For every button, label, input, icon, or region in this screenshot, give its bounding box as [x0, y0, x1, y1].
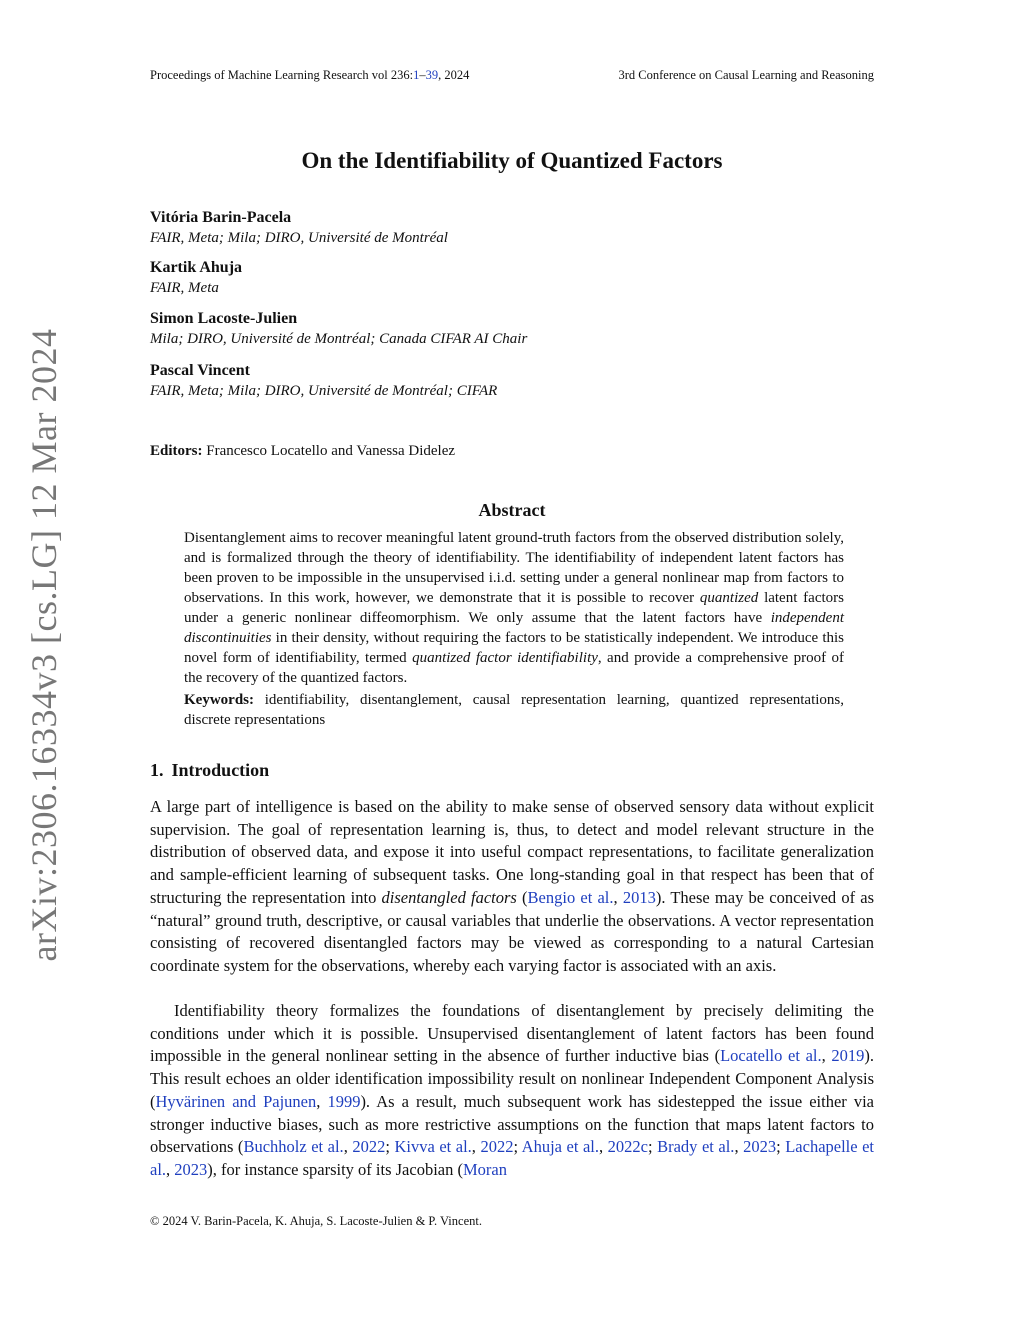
section-title: Introduction [171, 760, 270, 780]
citation-year-link[interactable]: 1999 [327, 1091, 361, 1111]
editors-line [150, 443, 455, 460]
citation-link[interactable]: Bengio et al. [527, 887, 614, 907]
citation-year-link[interactable]: 2023 [174, 1159, 208, 1179]
editors-names: Francesco Locatello and Vanessa Didelez [206, 443, 456, 459]
running-header-right: 3rd Conference on Causal Learning and Reasoning [618, 68, 874, 82]
keywords-text: identifiability, disentanglement, causal representation learning, quantized representations, discrete representations [184, 692, 844, 728]
running-header-left: Proceedings of Machine Learning Research vol 236:1–39, 2024 [150, 68, 470, 82]
citation-link[interactable]: Moran [462, 1159, 507, 1179]
author-block [150, 360, 497, 401]
author-name: Vitória Barin-Pacela [150, 209, 292, 226]
citation-year-link[interactable]: 2023 [743, 1137, 777, 1157]
paper-title: On the Identifiability of Quantized Factors [301, 148, 723, 173]
section-number: 1. [150, 760, 164, 780]
author-name: Simon Lacoste-Julien [150, 310, 298, 327]
pages-start-link[interactable]: 1 [413, 68, 420, 82]
intro-paragraph: Identifiability theory formalizes the foundations of disentanglement by precisely delimiting the conditions under which it is possible. Unsupervised disentanglement of latent factors has been found impossible in the general nonlinear setting in the absence of further inductive bias (Locatello et al., 2019). This result echoes an older identification impossibility result on nonlinear Independent Component Analysis (Hyvärinen and Pajunen, 1999). As a result, much subsequent work has sidestepped the issue either via stronger inductive biases, such as more restrictive assumptions on the function that maps latent factors to observations (Buchholz et al., 2022; Kivva et al., 2022; Ahuja et al., 2022c; Brady et al., 2023; Lachapelle et al., 2023), for instance sparsity of its Jacobian (Moran [150, 1001, 875, 1179]
editors-label: Editors: [150, 443, 203, 459]
copyright-footer: © 2024 V. Barin-Pacela, K. Ahuja, S. Lacoste-Julien & P. Vincent. [150, 1214, 482, 1228]
pages-end-link[interactable]: 39 [425, 68, 439, 82]
citation-year-link[interactable]: 2013 [622, 887, 656, 907]
abstract-heading: Abstract [478, 500, 546, 520]
intro-paragraph: A large part of intelligence is based on the ability to make sense of observed sensory data without explicit supervision. The goal of representation learning is, thus, to detect and model relevant structure in the distribution of observed data, and expose it into useful compact representations, to facilitate generalization and sample-efficient learning of subsequent tasks. One long-standing goal in that respect has been that of structuring the representation into disentangled factors (Bengio et al., 2013). These may be conceived of as “natural” ground truth, descriptive, or causal variables that underlie the observations. A vector representation consisting of recovered disentangled factors may be viewed as corresponding to a natural Cartesian coordinate system for the observations, whereby each varying factor is associated with an axis. [150, 797, 875, 975]
abstract-text: Disentanglement aims to recover meaningful latent ground-truth factors from the observed distribution solely, and is formalized through the theory of identifiability. The identifiability of independent latent factors has been proven to be impossible in the unsupervised i.i.d. setting under a general nonlinear map from factors to observations. In this work, however, we demonstrate that it is possible to recover quantized latent factors under a generic nonlinear diffeomorphism. We only assume that the latent factors have independent discontinuities in their density, without requiring the factors to be statistically independent. We introduce this novel form of identifiability, termed quantized factor identifiability, and provide a comprehensive proof of the recovery of the quantized factors. [184, 530, 844, 686]
author-affiliation: FAIR, Meta [150, 280, 219, 296]
citation-link[interactable]: Locatello et al. [720, 1046, 822, 1066]
citation-year-link[interactable]: 2022 [352, 1137, 386, 1157]
author-block [150, 257, 242, 298]
keywords-label: Keywords: [184, 692, 254, 708]
author-affiliation: FAIR, Meta; Mila; DIRO, Université de Montréal [150, 230, 448, 246]
citation-year-link[interactable]: 2022 [480, 1137, 514, 1157]
citation-link[interactable]: Hyvärinen and Pajunen [155, 1091, 317, 1111]
author-affiliation: Mila; DIRO, Université de Montréal; Canada CIFAR AI Chair [150, 331, 528, 347]
author-name: Kartik Ahuja [150, 259, 243, 276]
citation-link[interactable]: Brady et al. [657, 1137, 735, 1157]
section-heading [150, 760, 269, 781]
citation-link[interactable]: Ahuja et al. [521, 1137, 599, 1157]
citation-link[interactable]: Lachapelle et al. [150, 1137, 875, 1179]
citation-year-link[interactable]: 2019 [831, 1046, 865, 1066]
author-affiliation: FAIR, Meta; Mila; DIRO, Université de Montréal; CIFAR [150, 383, 498, 399]
arxiv-side-stamp: arXiv:2306.16334v3 [cs.LG] 12 Mar 2024 [24, 328, 64, 962]
citation-link[interactable]: Kivva et al. [394, 1137, 472, 1157]
citation-link[interactable]: Buchholz et al. [243, 1137, 344, 1157]
author-block [150, 308, 527, 349]
citation-year-link[interactable]: 2022c [607, 1137, 648, 1157]
author-name: Pascal Vincent [150, 362, 250, 379]
keywords [184, 690, 844, 730]
author-block [150, 207, 448, 248]
